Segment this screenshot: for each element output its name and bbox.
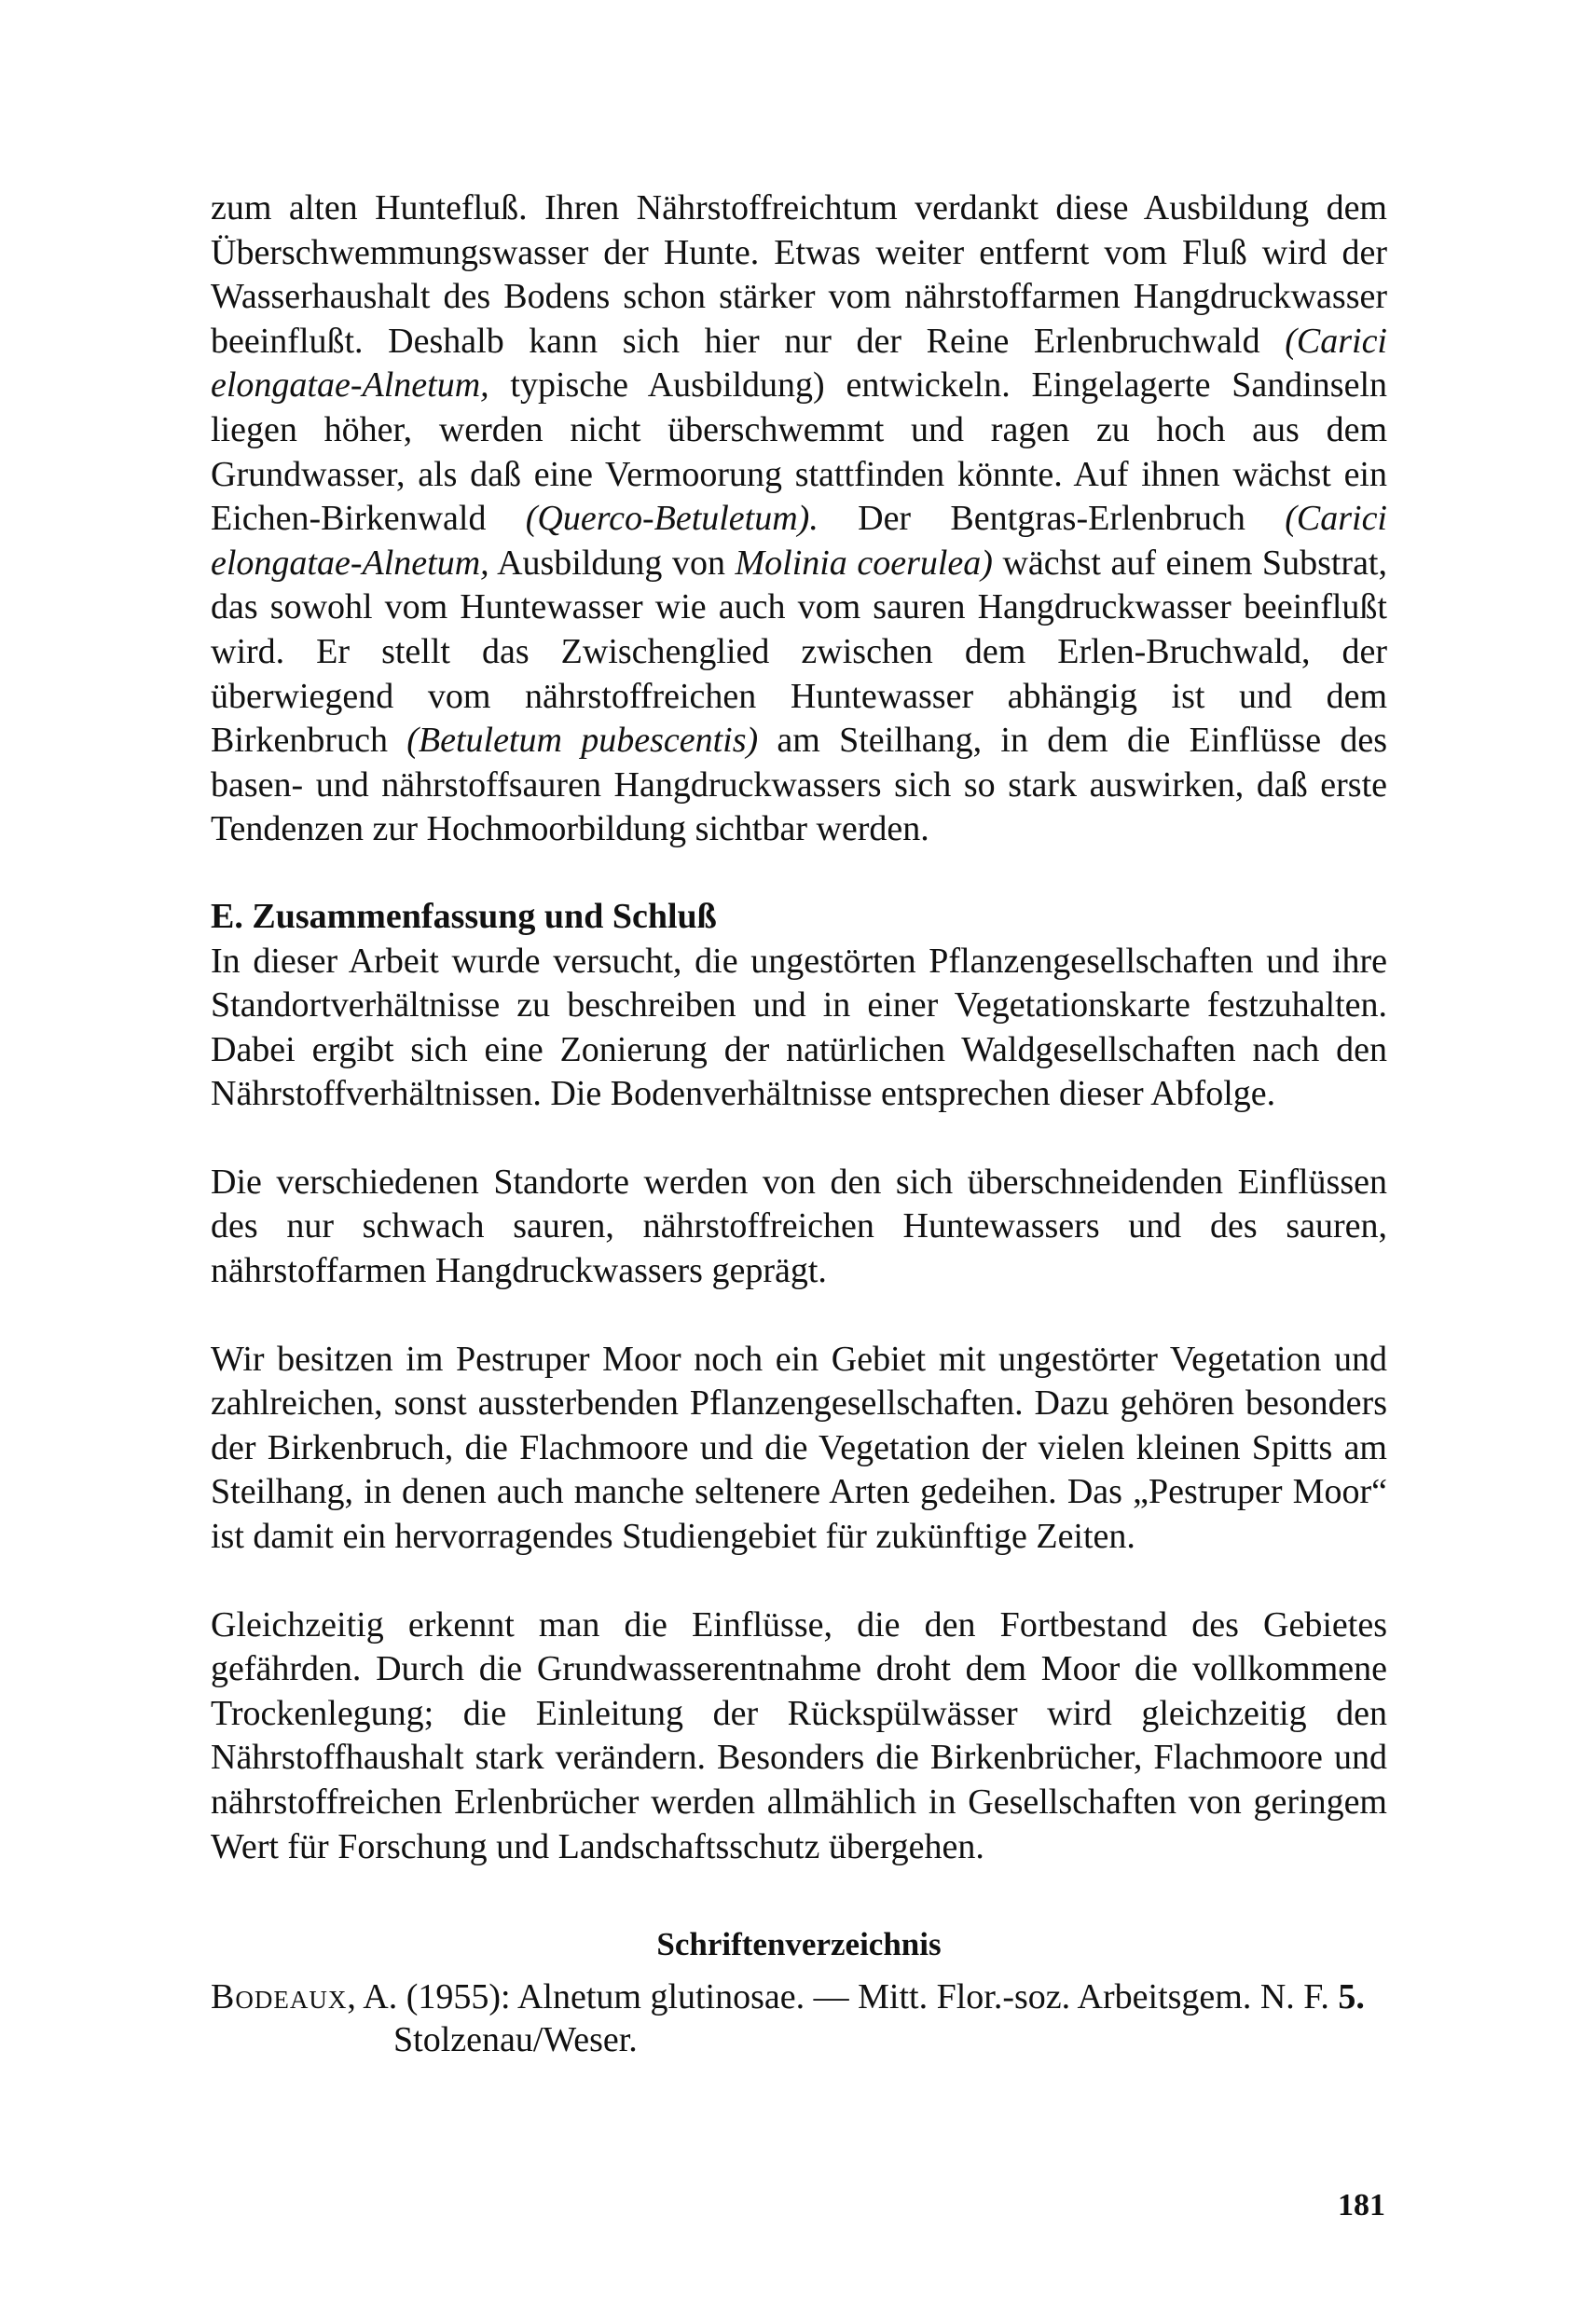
species-name: (Carici elongatae-Alnetum,: [211, 499, 1387, 583]
reference-entry: [211, 1975, 1387, 2061]
species-name: (Betuletum pubescentis): [406, 721, 759, 761]
reference-place: Stolzenau/Weser.: [393, 2020, 638, 2060]
section-heading: E. Zusammenfassung und Schluß: [211, 896, 717, 936]
reference-author: Bodeaux: [211, 1977, 348, 2017]
reference-citation: , A. (1955): Alnetum glutinosae. — Mitt. Flor.-soz. Arbeitsgem. N. F.: [347, 1977, 1339, 2017]
reference-volume: 5.: [1338, 1977, 1365, 2017]
text-run: typische Ausbildung) entwickeln. Eingelagerte Sandinseln liegen höher, werden nicht überschwemmt und ragen zu hoch aus dem Grundwasser, als daß eine Vermoorung stattfinden könnte. Auf ihnen wächst ein Eichen-Birkenwald: [211, 365, 1387, 539]
text-run: Ausbildung von: [488, 543, 736, 583]
intro-paragraph: [211, 186, 1387, 852]
text-run: zum alten Huntefluß. Ihren Nährstoffreichtum verdankt diese Ausbildung dem Überschwemmungswasser der Hunte. Etwas weiter entfernt vom Fluß wird der Wasserhaushalt des Bodens schon stärker vom nährstoffarmen Hangdruckwasser beeinflußt. Deshalb kann sich hier nur der Reine Erlenbruchwald: [211, 188, 1387, 361]
text-run: am Steilhang, in dem die Einflüsse des basen- und nährstoffsauren Hangdruckwassers sich so stark auswirken, daß erste Tendenzen zur Hochmoorbildung sichtbar werden.: [211, 721, 1387, 849]
page-number: 181: [1338, 2188, 1385, 2223]
document-page: [211, 186, 1387, 2061]
species-name: Molinia coerulea): [735, 543, 993, 583]
summary-paragraph-1: In dieser Arbeit wurde versucht, die ungestörten Pflanzengesellschaften und ihre Standortverhältnisse zu beschreiben und in einer Vegetationskarte festzuhalten. Dabei ergibt sich eine Zonierung der natürlichen Waldgesellschaften nach den Nährstoffverhältnissen. Die Bodenverhältnisse entsprechen dieser Abfolge.: [211, 941, 1387, 1114]
text-run: Der Bentgras-Erlenbruch: [818, 499, 1286, 539]
summary-paragraph-3: Wir besitzen im Pestruper Moor noch ein Gebiet mit ungestörter Vegetation und zahlreichen, sonst aussterbenden Pflanzengesellschaften. Dazu gehören besonders der Birkenbruch, die Flachmoore und die Vegetation der vielen kleinen Spitts am Steilhang, in denen auch manche seltenere Arten gedeihen. Das „Pestruper Moor“ ist damit ein hervorragendes Studiengebiet für zukünftige Zeiten.: [211, 1339, 1387, 1557]
references-heading: Schriftenverzeichnis: [656, 1926, 942, 1963]
text-run: wächst auf einem Substrat, das sowohl vom Huntewasser wie auch vom sauren Hangdruckwasser beeinflußt wird. Er stellt das Zwischenglied zwischen dem Erlen-Bruchwald, der überwiegend vom nährstoffreichen Huntewasser abhängig ist und dem Birkenbruch: [211, 543, 1387, 761]
species-name: (Carici elongatae-Alnetum,: [211, 321, 1387, 406]
species-name: (Querco-Betuletum).: [525, 499, 819, 539]
summary-paragraph-4: Gleichzeitig erkennt man die Einflüsse, die den Fortbestand des Gebietes gefährden. Durch die Grundwasserentnahme droht dem Moor die vollkommene Trockenlegung; die Einleitung der Rückspülwässer wird gleichzeitig den Nährstoffhaushalt stark verändern. Besonders die Birkenbrücher, Flachmoore und nährstoffreichen Erlenbrücher werden allmählich in Gesellschaften von geringem Wert für Forschung und Landschaftsschutz übergehen.: [211, 1604, 1387, 1866]
summary-paragraph-2: Die verschiedenen Standorte werden von den sich überschneidenden Einflüssen des nur schwach sauren, nährstoffreichen Huntewassers und des sauren, nährstoffarmen Hangdruckwassers geprägt.: [211, 1162, 1387, 1291]
